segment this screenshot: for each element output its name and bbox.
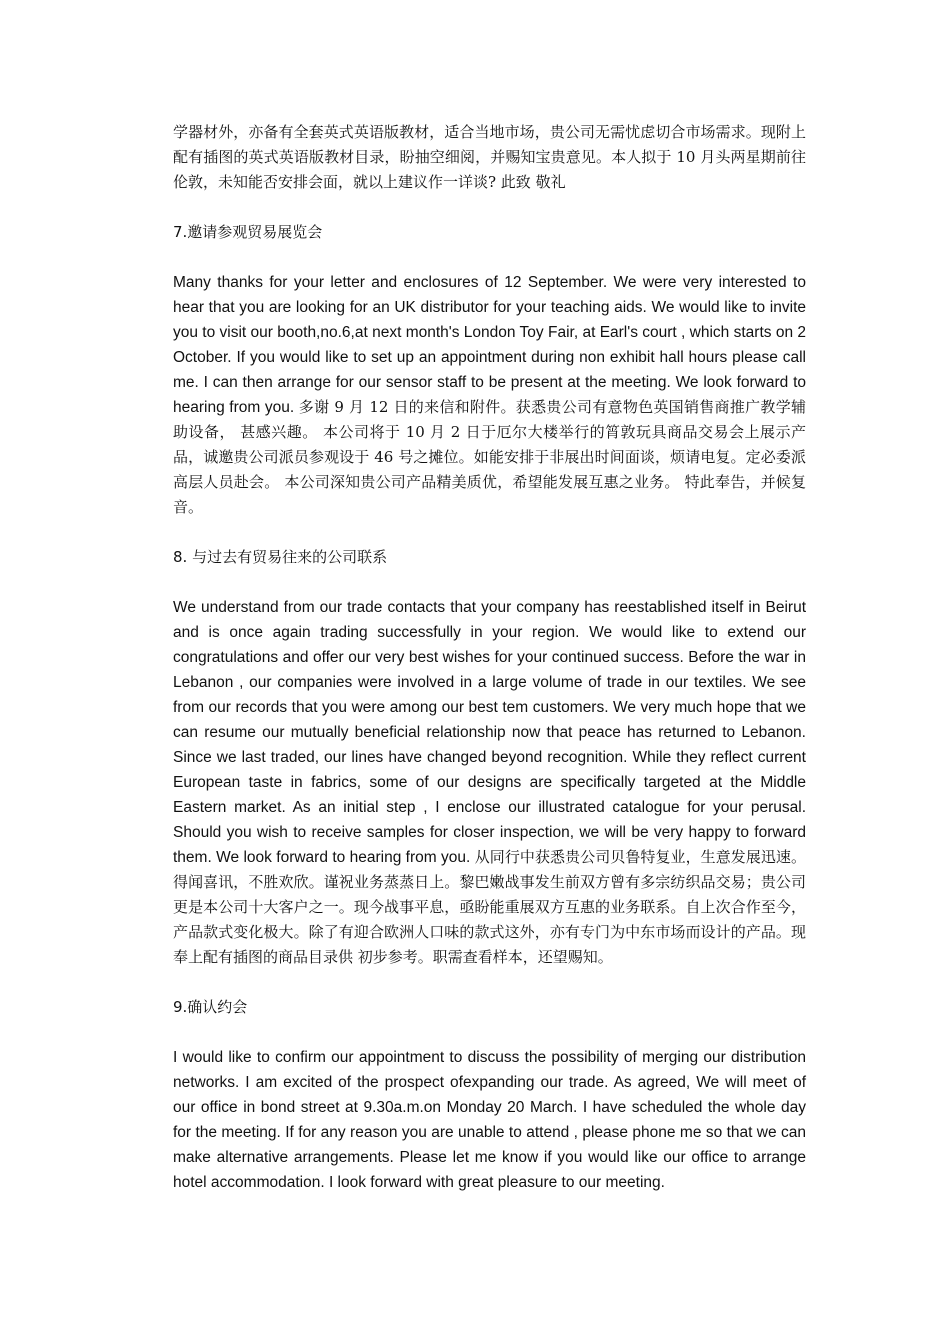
section-8-english-text: We understand from our trade contacts that your company has reestablished itself in Beirut and is once again trading successfully in your region. We would like to extend our congratulations and offer our very best wishes for your continued success. Before the war in Lebanon , our companies were involved in a large volume of trade in our textiles. We see from our records that you were among our best tem customers. We very much hope that we can resume our mutually beneficial relationship now that peace has returned to Lebanon. Since we last traded, our lines have changed beyond recognition. While they reflect current European taste in fabrics, some of our designs are specifically targeted at the Middle Eastern market. As an initial step , I enclose our illustrated catalogue for your perusal. Should you wish to receive samples for closer inspection, we will be very happy to forward them. We look forward to hearing from you. [173, 599, 806, 866]
section-8-heading: 8. 与过去有贸易往来的公司联系 [173, 548, 388, 566]
spacer [173, 970, 806, 995]
intro-paragraph [173, 120, 806, 195]
section-9-body [173, 1045, 806, 1195]
intro-chinese-text: 学器材外，亦备有全套英式英语版教材，适合当地市场，贵公司无需忧虑切合市场需求。现附上配有插图的英式英语版教材目录，盼抽空细阅，并赐知宝贵意见。本人拟于 10 月头两星期前往伦敦，未知能否安排会面，就以上建议作一详谈? 此致 敬礼 [173, 123, 806, 191]
spacer [173, 245, 806, 270]
spacer [173, 520, 806, 545]
section-7-english-text: Many thanks for your letter and enclosures of 12 September. We were very interested to hear that you are looking for an UK distributor for your teaching aids. We would like to invite you to visit our booth,no.6,at next month's London Toy Fair, at Earl's court , which starts on 2 October. If you would like to set up an appointment during non exhibit hall hours please call me. I can then arrange for our sensor staff to be present at the meeting. We look forward to hearing from you. [173, 274, 806, 416]
spacer [173, 195, 806, 220]
section-7-chinese-text: 多谢 9 月 12 日的来信和附件。获悉贵公司有意物色英国销售商推广教学辅助设备， 甚感兴趣。 本公司将于 10 月 2 日于厄尔大楼举行的筲敦玩具商品交易会上展示产品，诚邀贵公司派员参观设于 46 号之摊位。如能安排于非展出时间面谈，烦请电复。定必委派高层人员赴会。 本公司深知贵公司产品精美质优，希望能发展互惠之业务。 特此奉告，并候复音。 [173, 398, 806, 516]
section-7-heading: 7.邀请参观贸易展览会 [173, 223, 323, 241]
section-7-body [173, 270, 806, 520]
section-8-chinese-text: 从同行中获悉贵公司贝鲁特复业，生意发展迅速。得闻喜讯，不胜欢欣。谨祝业务蒸蒸日上。黎巴嫩战事发生前双方曾有多宗纺织品交易；贵公司更是本公司十大客户之一。现今战事平息，亟盼能重展双方互惠的业务联系。自上次合作至今，产品款式变化极大。除了有迎合欧洲人口味的款式这外，亦有专门为中东市场而设计的产品。现奉上配有插图的商品目录供 初步参考。职需查看样本，还望赐知。 [173, 848, 806, 966]
section-9-english-text: I would like to confirm our appointment to discuss the possibility of merging our distribution networks. I am excited of the prospect ofexpanding our trade. As agreed, We will meet of our office in bond street at 9.30a.m.on Monday 20 March. I have scheduled the whole day for the meeting. If for any reason you are unable to attend , please phone me so that we can make alternative arrangements. Please let me know if you would like our office to arrange hotel accommodation. I look forward with great pleasure to our meeting. [173, 1049, 806, 1191]
spacer [173, 570, 806, 595]
section-9-heading: 9.确认约会 [173, 998, 248, 1016]
spacer [173, 1020, 806, 1045]
document-page [173, 120, 806, 1195]
section-8-body [173, 595, 806, 970]
